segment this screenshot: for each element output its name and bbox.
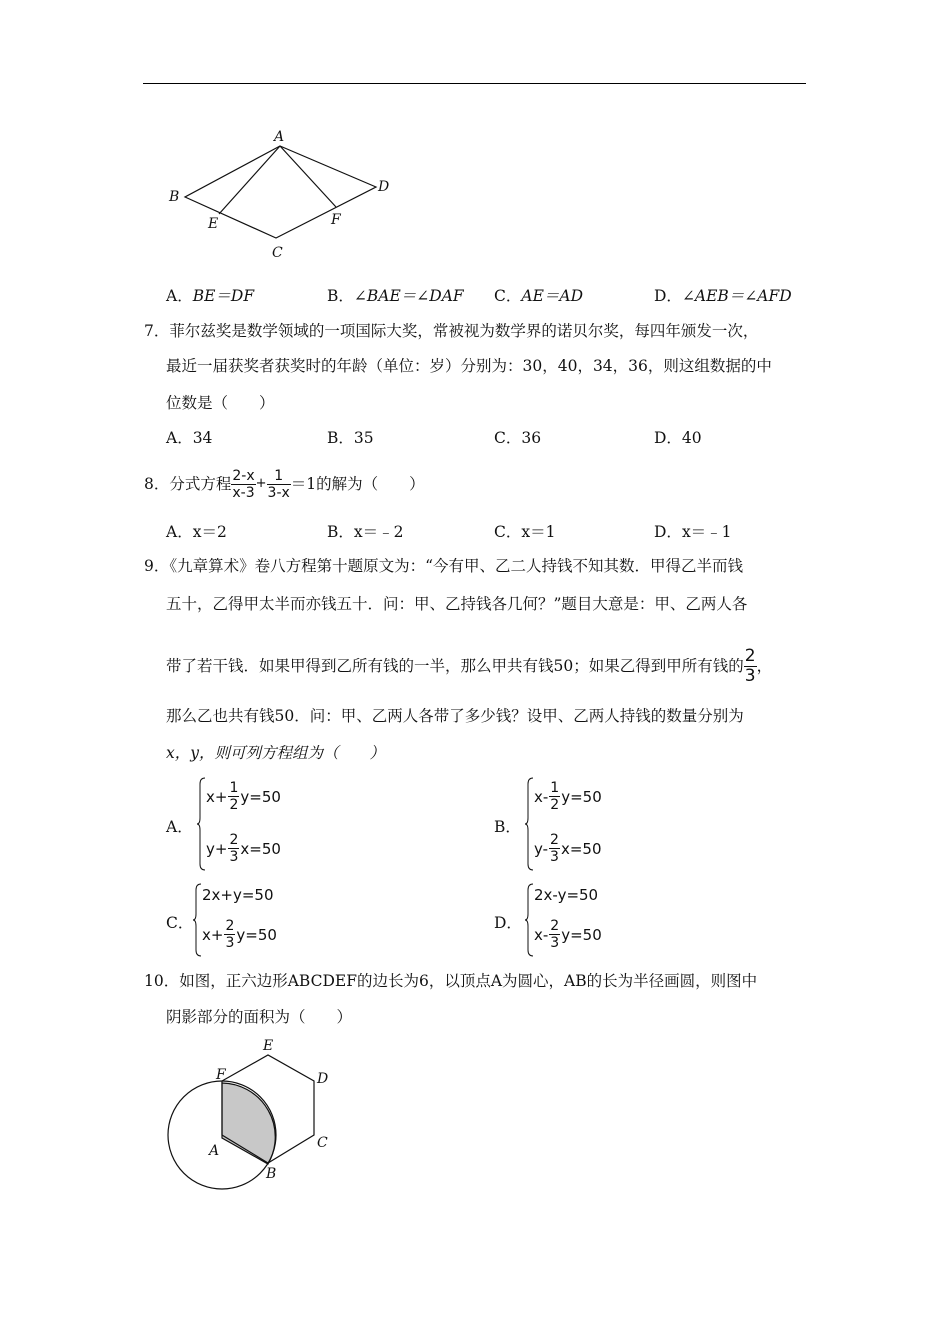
q9-option-d-system[interactable]: 2x-y=50 x- $\frac{2}{3}$ y=50 [524, 882, 634, 958]
q9-stem-line-1: 9．《九章算术》卷八方程第十题原文为：“今有甲、乙二人持钱不知其数．甲得乙半而钱 [144, 557, 744, 575]
q9-option-b-label[interactable]: B． [494, 818, 521, 836]
q9-stem-line-2: 五十，乙得甲太半而亦钱五十．问：甲、乙持钱各几何？”题目大意是：甲、乙两人各 [166, 595, 748, 613]
q10-stem-line-1: 10．如图，正六边形ABCDEF的边长为6，以顶点A为圆心，AB的长为半径画圆，则图中 [144, 972, 758, 990]
q9-stem-line-3: 带了若干钱．如果甲得到乙所有钱的一半，那么甲共有钱50；如果乙得到甲所有钱的 $\frac{2}{3}$ ， [166, 645, 773, 686]
brace-icon [196, 776, 206, 872]
q9-option-a-system[interactable]: x+ $\frac{1}{2}$ y=50 y+ $\frac{2}{3}$ x=50 [196, 776, 306, 872]
q8-option-a[interactable]: A．x＝2 [166, 523, 227, 541]
q10-label-a: A [209, 1143, 220, 1159]
q6-label-b: B [169, 189, 180, 205]
q10-label-e: E [263, 1038, 274, 1054]
q10-label-b: B [266, 1166, 277, 1182]
q10-label-f: F [216, 1067, 226, 1083]
q9-option-a-label[interactable]: A． [166, 818, 193, 836]
q9-option-c-label[interactable]: C． [166, 914, 194, 932]
q9-option-d-label[interactable]: D． [494, 914, 522, 932]
q7-option-a[interactable]: A．34 [166, 429, 213, 447]
q6-label-d: D [378, 179, 390, 195]
q6-label-e: E [208, 216, 219, 232]
q9-stem-line-4: 那么乙也共有钱50．问：甲、乙两人各带了多少钱？设甲、乙两人持钱的数量分别为 [166, 707, 744, 725]
q10-label-d: D [317, 1071, 329, 1087]
q6-option-b[interactable]: B．∠BAE＝∠DAF [327, 287, 464, 305]
q8-option-b[interactable]: B．x＝﹣2 [327, 523, 404, 541]
q6-option-a[interactable]: A．BE＝DF [166, 287, 255, 305]
q6-label-c: C [272, 245, 283, 261]
header-rule [143, 83, 806, 84]
q9-fraction: $\frac{2}{3}$ [744, 645, 756, 686]
q8-fraction-2: $\frac{1}{3-x}$ [267, 467, 290, 501]
q8-option-c[interactable]: C．x＝1 [494, 523, 556, 541]
q7-stem-line-3: 位数是（ ） [166, 394, 275, 412]
q6-label-f: F [331, 212, 341, 228]
q8-stem: 8．分式方程 $\frac{2-x}{x-3}$ + $\frac{1}{3-x}$ ＝1的解为（ ） [144, 467, 425, 501]
q7-stem-line-1: 7．菲尔兹奖是数学领域的一项国际大奖，常被视为数学界的诺贝尔奖，每四年颁发一次， [144, 322, 759, 340]
q10-label-c: C [317, 1135, 328, 1151]
q6-option-d[interactable]: D．∠AEB＝∠AFD [654, 287, 792, 305]
q7-option-c[interactable]: C．36 [494, 429, 542, 447]
q6-option-c[interactable]: C．AE＝AD [494, 287, 584, 305]
q8-option-d[interactable]: D．x＝﹣1 [654, 523, 732, 541]
q8-fraction-1: $\frac{2-x}{x-3}$ [232, 467, 255, 501]
q7-stem-line-2: 最近一届获奖者获奖时的年龄（单位：岁）分别为：30，40，34，36，则这组数据的中 [166, 357, 772, 375]
brace-icon [524, 882, 534, 958]
q9-stem-line-5: x，y，则可列方程组为（ ） [166, 744, 385, 762]
q10-stem-line-2: 阴影部分的面积为（ ） [166, 1008, 353, 1026]
q6-rhombus-figure [160, 120, 400, 265]
q6-label-a: A [274, 129, 285, 145]
q9-option-b-system[interactable]: x- $\frac{1}{2}$ y=50 y- $\frac{2}{3}$ x=50 [524, 776, 634, 872]
q9-option-c-system[interactable]: 2x+y=50 x+ $\frac{2}{3}$ y=50 [192, 882, 302, 958]
brace-icon [192, 882, 202, 958]
brace-icon [524, 776, 534, 872]
q7-option-d[interactable]: D．40 [654, 429, 702, 447]
q10-hexagon-circle-figure [160, 1035, 350, 1195]
q7-option-b[interactable]: B．35 [327, 429, 374, 447]
